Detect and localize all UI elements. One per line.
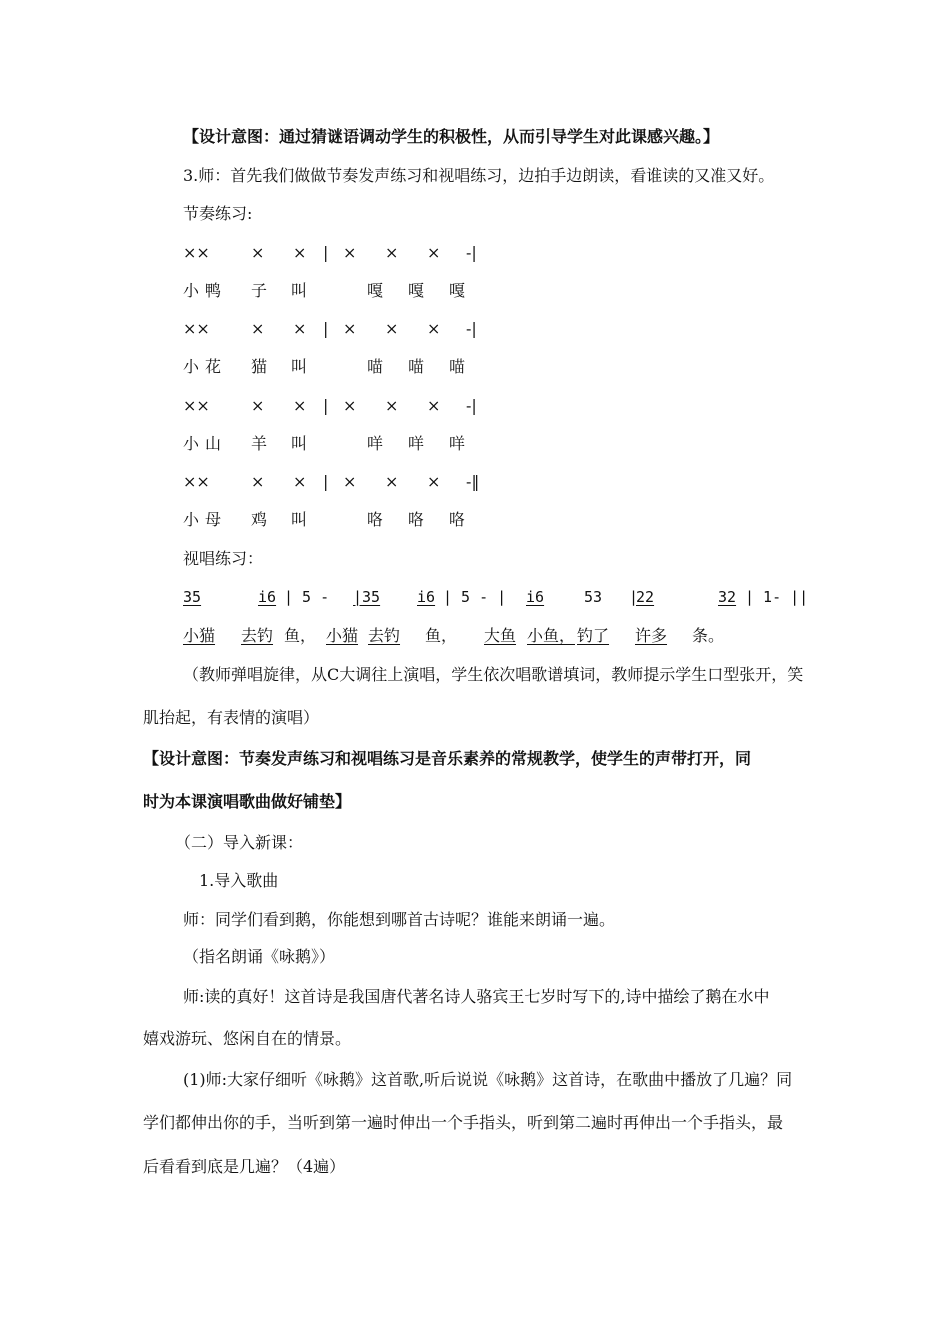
rhythm-note: ×× — [183, 396, 210, 415]
rhythm-note: × — [427, 396, 441, 415]
rhythm-note: × — [385, 319, 399, 338]
sight-lyric: 小鱼， — [527, 626, 576, 645]
sight-note: | 5 - — [284, 588, 330, 606]
rhythm-lyric: 叫 — [291, 510, 308, 529]
sight-lyric: 去钓 — [241, 626, 274, 645]
rhythm-notes-row — [0, 396, 950, 416]
rhythm-lyric: 子 — [251, 281, 268, 300]
rhythm-lyric: 喵 — [367, 357, 384, 376]
rhythm-note: × — [427, 243, 441, 262]
rhythm-lyric: 咩 — [367, 434, 384, 453]
rhythm-note: × — [427, 319, 441, 338]
rhythm-note: × — [343, 472, 357, 491]
rhythm-note: × — [385, 396, 399, 415]
barline: | — [629, 588, 639, 606]
item-heading-1: 1.导入歌曲 — [199, 871, 279, 890]
rhythm-note: ×× — [183, 472, 210, 491]
rhythm-note: -| — [466, 396, 477, 415]
rhythm-note: × — [293, 396, 307, 415]
rhythm-lyrics-row — [0, 281, 950, 301]
rhythm-notes-row — [0, 472, 950, 492]
sight-notes-row — [0, 587, 950, 607]
sight-note: | 1- || — [745, 588, 809, 606]
sight-lyric: 鱼， — [284, 626, 317, 645]
rhythm-lyric: 咯 — [408, 510, 425, 529]
barline: | — [323, 319, 329, 338]
rhythm-note: -| — [466, 319, 477, 338]
rhythm-note: × — [251, 243, 265, 262]
rhythm-notes-row — [0, 243, 950, 263]
rhythm-lyric: 小鸭 — [183, 281, 228, 300]
sight-note: 53 — [584, 588, 603, 606]
rhythm-lyrics-row — [0, 357, 950, 377]
rhythm-heading: 节奏练习: — [183, 204, 253, 223]
rhythm-note: × — [427, 472, 441, 491]
rhythm-note: × — [251, 472, 265, 491]
rhythm-lyric: 鸡 — [251, 510, 268, 529]
sight-lyric: 许多 — [635, 626, 668, 645]
sight-note: |35 — [353, 588, 381, 606]
rhythm-note: × — [385, 243, 399, 262]
rhythm-lyrics-row — [0, 434, 950, 454]
sight-lyric: 钓了 — [577, 626, 610, 645]
rhythm-lyric: 羊 — [251, 434, 268, 453]
teacher-line-3: 3.师：首先我们做做节奏发声练习和视唱练习，边拍手边朗读，看谁读的又准又好。 — [183, 166, 775, 185]
sight-lyrics-row — [0, 626, 950, 646]
barline: | — [323, 243, 329, 262]
rhythm-note: × — [343, 319, 357, 338]
sight-note: i6 — [258, 588, 277, 606]
rhythm-lyric: 咯 — [449, 510, 466, 529]
design-intent-2-line-1: 【设计意图：节奏发声练习和视唱练习是音乐素养的常规教学，使学生的声带打开，同 — [143, 749, 752, 768]
sight-lyric: 大鱼 — [484, 626, 517, 645]
teacher-question-1: 师：同学们看到鹅，你能想到哪首古诗呢？谁能来朗诵一遍。 — [183, 910, 616, 929]
sight-lyric: 鱼， — [425, 626, 458, 645]
rhythm-note: ×× — [183, 243, 210, 262]
sight-lyric: 小猫 — [326, 626, 359, 645]
rhythm-lyric: 喵 — [449, 357, 466, 376]
sight-note: i6 — [526, 588, 545, 606]
sight-note: 32 — [718, 588, 737, 606]
rhythm-note: × — [385, 472, 399, 491]
sight-lyric: 小猫 — [183, 626, 216, 645]
rhythm-lyric: 咩 — [408, 434, 425, 453]
sight-lyric: 去钓 — [368, 626, 401, 645]
rhythm-lyric: 叫 — [291, 357, 308, 376]
rhythm-lyric: 嘎 — [449, 281, 466, 300]
rhythm-lyric: 喵 — [408, 357, 425, 376]
rhythm-note: × — [343, 243, 357, 262]
rhythm-note: × — [343, 396, 357, 415]
design-intent-2-line-2: 时为本课演唱歌曲做好铺垫】 — [143, 792, 352, 811]
sight-lyric: 条。 — [692, 626, 725, 645]
sight-note: 35 — [183, 588, 202, 606]
question-1-line-2: 学们都伸出你的手，当听到第一遍时伸出一个手指头，听到第二遍时再伸出一个手指头，最 — [143, 1113, 784, 1132]
teacher-praise-line-1: 师:读的真好！这首诗是我国唐代著名诗人骆宾王七岁时写下的,诗中描绘了鹅在水中 — [183, 987, 770, 1006]
section-heading-2: （二）导入新课： — [175, 833, 304, 852]
rhythm-lyric: 咯 — [367, 510, 384, 529]
question-1-line-3: 后看看到底是几遍？（4遍） — [143, 1157, 346, 1176]
design-intent-1: 【设计意图：通过猜谜语调动学生的积极性，从而引导学生对此课感兴趣。】 — [183, 127, 720, 146]
teacher-praise-line-2: 嬉戏游玩、悠闲自在的情景。 — [143, 1029, 352, 1048]
sight-heading: 视唱练习： — [183, 549, 264, 568]
sight-note: 22 — [636, 588, 655, 606]
barline: | — [323, 396, 329, 415]
rhythm-note: × — [293, 319, 307, 338]
sight-note: i6 — [417, 588, 436, 606]
rhythm-lyric: 小母 — [183, 510, 228, 529]
rhythm-note: -‖ — [466, 472, 480, 491]
rhythm-lyric: 嘎 — [367, 281, 384, 300]
barline: | — [323, 472, 329, 491]
rhythm-note: × — [251, 319, 265, 338]
rhythm-notes-row — [0, 319, 950, 339]
rhythm-lyric: 叫 — [291, 281, 308, 300]
rhythm-lyric: 小花 — [183, 357, 228, 376]
rhythm-note: ×× — [183, 319, 210, 338]
recite-note: （指名朗诵《咏鹅》） — [183, 947, 336, 966]
teacher-note-line-2: 肌抬起，有表情的演唱） — [143, 708, 320, 727]
rhythm-lyric: 小山 — [183, 434, 228, 453]
teacher-note-line-1: （教师弹唱旋律，从C大调往上演唱，学生依次唱歌谱填词，教师提示学生口型张开，笑 — [183, 665, 804, 684]
rhythm-note: -| — [466, 243, 477, 262]
question-1-line-1: (1)师:大家仔细听《咏鹅》这首歌,听后说说《咏鹅》这首诗，在歌曲中播放了几遍？同 — [183, 1070, 793, 1089]
rhythm-lyric: 嘎 — [408, 281, 425, 300]
rhythm-lyric: 咩 — [449, 434, 466, 453]
rhythm-note: × — [293, 472, 307, 491]
rhythm-lyrics-row — [0, 510, 950, 530]
rhythm-lyric: 叫 — [291, 434, 308, 453]
sight-note: | 5 - | — [443, 588, 507, 606]
rhythm-lyric: 猫 — [251, 357, 268, 376]
rhythm-note: × — [251, 396, 265, 415]
rhythm-note: × — [293, 243, 307, 262]
